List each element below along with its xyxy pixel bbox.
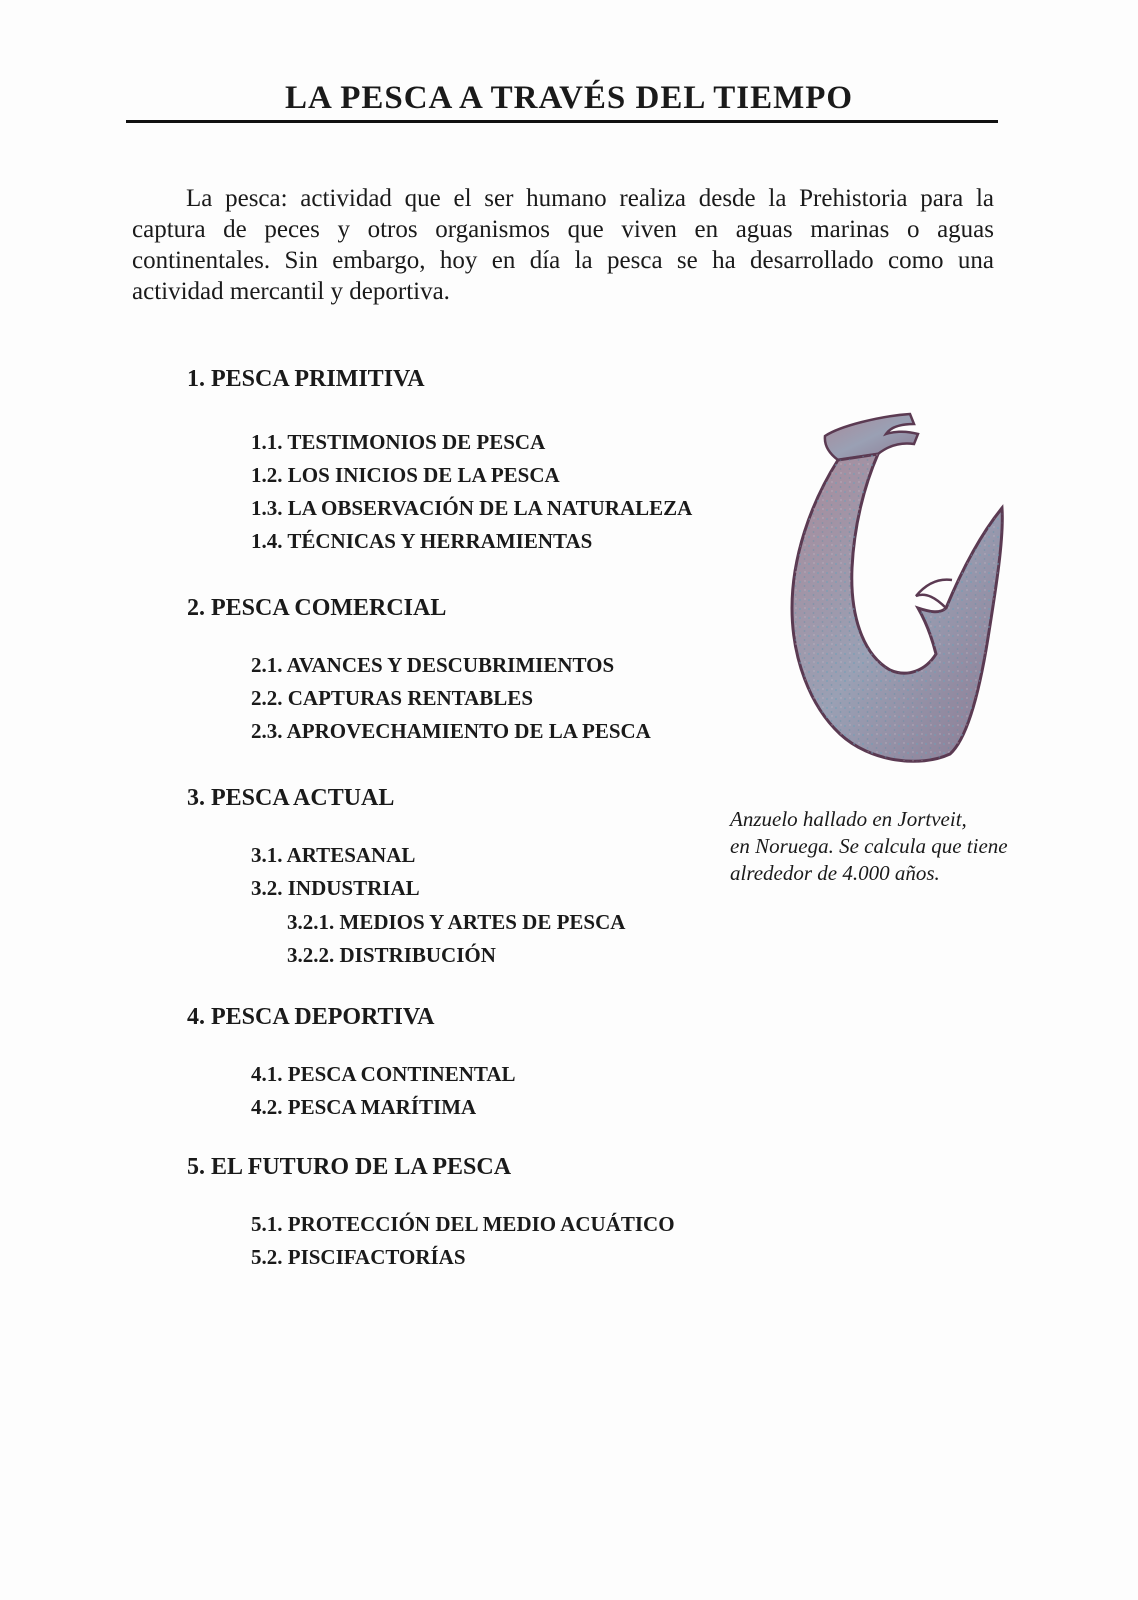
toc-item-2-1: 2.1. AVANCES Y DESCUBRIMIENTOS — [251, 653, 615, 677]
toc-item-4-1: 4.1. PESCA CONTINENTAL — [251, 1062, 516, 1086]
section-heading-2: 2. PESCA COMERCIAL — [187, 595, 447, 621]
figure-caption — [730, 806, 1062, 887]
section-heading-3: 3. PESCA ACTUAL — [187, 785, 395, 811]
toc-item-2-3: 2.3. APROVECHAMIENTO DE LA PESCA — [251, 719, 651, 743]
toc-item-3-2-2: 3.2.2. DISTRIBUCIÓN — [287, 943, 496, 967]
intro-paragraph — [132, 183, 994, 307]
toc-item-3-2-1: 3.2.1. MEDIOS Y ARTES DE PESCA — [287, 910, 626, 934]
section-heading-1: 1. PESCA PRIMITIVA — [187, 366, 425, 392]
toc-item-2-2: 2.2. CAPTURAS RENTABLES — [251, 686, 533, 710]
section-heading-5: 5. EL FUTURO DE LA PESCA — [187, 1154, 512, 1180]
title-underline — [126, 120, 998, 123]
toc-item-1-4: 1.4. TÉCNICAS Y HERRAMIENTAS — [251, 529, 593, 553]
page-title: LA PESCA A TRAVÉS DEL TIEMPO — [284, 80, 854, 116]
toc-item-5-1: 5.1. PROTECCIÓN DEL MEDIO ACUÁTICO — [251, 1212, 675, 1236]
caption-line-3: alrededor de 4.000 años. — [730, 861, 940, 885]
intro-text: La pesca: actividad que el ser humano realiza desde la Prehistoria para la captura de peces y otros organismos que viven en aguas marinas o aguas continentales. Sin embargo, hoy en día la pesca se ha desarrollado como una actividad mercantil y deportiva. — [132, 185, 994, 305]
toc-item-3-1: 3.1. ARTESANAL — [251, 843, 416, 867]
fish-hook-figure — [780, 408, 1030, 768]
toc-item-5-2: 5.2. PISCIFACTORÍAS — [251, 1245, 466, 1269]
toc-item-3-2: 3.2. INDUSTRIAL — [251, 876, 420, 900]
fish-hook-icon — [780, 408, 1030, 768]
toc-item-1-2: 1.2. LOS INICIOS DE LA PESCA — [251, 463, 560, 487]
caption-line-1: Anzuelo hallado en Jortveit, — [730, 807, 967, 831]
caption-line-2: en Noruega. Se calcula que tiene — [730, 834, 1008, 858]
toc-item-1-3: 1.3. LA OBSERVACIÓN DE LA NATURALEZA — [251, 496, 693, 520]
section-heading-4: 4. PESCA DEPORTIVA — [187, 1004, 435, 1030]
toc-item-1-1: 1.1. TESTIMONIOS DE PESCA — [251, 430, 546, 454]
toc-item-4-2: 4.2. PESCA MARÍTIMA — [251, 1095, 477, 1119]
